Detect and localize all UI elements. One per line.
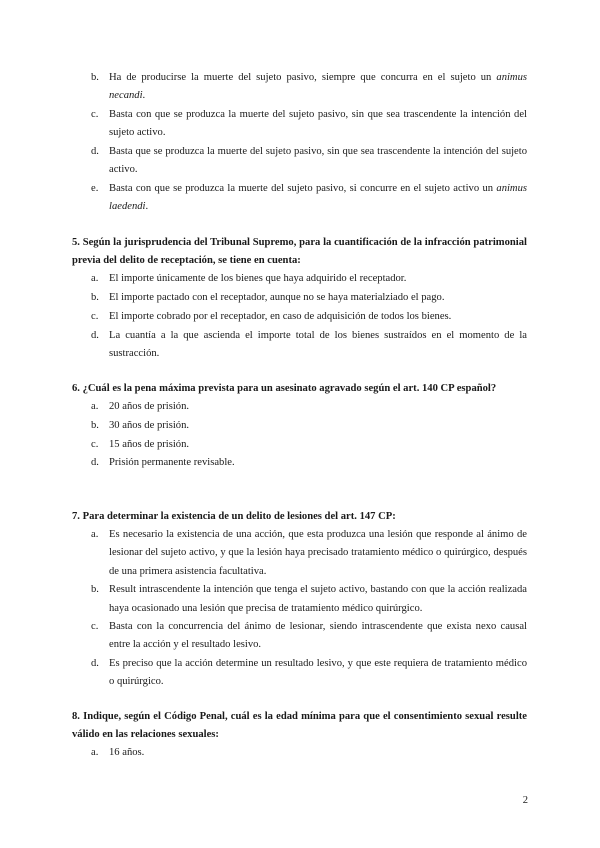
option-item	[72, 526, 527, 581]
option-item	[72, 581, 527, 617]
option-letter: d.	[91, 329, 99, 341]
option-letter: b.	[91, 584, 99, 596]
option-letter: c.	[91, 108, 99, 120]
question-8	[72, 708, 527, 763]
question-5	[72, 234, 527, 363]
option-item	[72, 106, 527, 142]
option-text: El importe cobrado por el receptador, en caso de adquisición de todos los bienes.	[109, 310, 452, 322]
option-item	[72, 308, 527, 326]
option-item	[72, 436, 527, 454]
option-tail: .	[145, 200, 149, 212]
option-text: El importe pactado con el receptador, aunque no se haya materialziado el pago.	[109, 292, 445, 304]
option-letter: e.	[91, 182, 99, 194]
option-text: El importe únicamente de los bienes que haya adquirido el receptador.	[109, 273, 407, 285]
option-letter: a.	[91, 273, 99, 285]
option-letter: d.	[91, 658, 99, 670]
option-letter: c.	[91, 621, 99, 633]
option-text: Basta con la concurrencia del ánimo de lesionar, siendo intrascendente que exista nexo causal entre la acción y el resultado lesivo.	[109, 621, 527, 651]
option-letter: c.	[91, 438, 99, 450]
option-tail: .	[142, 90, 146, 102]
option-text: Es necesario la existencia de una acción, que esta produzca una lesión que responde al ánimo de lesionar del sujeto activo, y que la lesión haya precisado tratamiento médico o quirúrgico, después de una primera asistencia facultativa.	[109, 529, 527, 577]
option-item	[72, 289, 527, 307]
option-item	[72, 69, 527, 105]
option-text: Basta que se produzca la muerte del sujeto pasivo, sin que sea trascendente la intención del sujeto activo.	[109, 145, 527, 176]
option-item	[72, 398, 527, 416]
option-text: 30 años de prisión.	[109, 419, 190, 431]
option-text: Basta con que se produzca la muerte del sujeto pasivo, si concurre en el sujeto activo un	[109, 182, 497, 194]
option-text: La cuantía a la que ascienda el importe total de los bienes sustraídos en el momento de la sustracción.	[109, 329, 527, 359]
option-letter: a.	[91, 747, 99, 759]
option-item	[72, 655, 527, 691]
option-item	[72, 143, 527, 179]
question-text: 6. ¿Cuál es la pena máxima prevista para un asesinato agravado según el art. 140 CP español?	[72, 383, 497, 394]
option-item	[72, 618, 527, 654]
page-number: 2	[522, 795, 528, 806]
option-item	[72, 180, 527, 216]
option-letter: b.	[91, 292, 99, 304]
question-text: 5. Según la jurisprudencia del Tribunal Supremo, para la cuantificación de la infracción patrimonial previa del delito de receptación, se tiene en cuenta:	[72, 237, 527, 267]
question-6	[72, 380, 527, 473]
question-7	[72, 508, 527, 692]
continued-options	[72, 69, 527, 217]
option-text: Es preciso que la acción determine un resultado lesivo, y que este requiera de tratamiento médico o quirúrgico.	[109, 658, 527, 688]
option-text: Result intrascendente la intención que tenga el sujeto activo, bastando con que la acción realizada haya ocasionado una lesión que precisa de tratamiento médico quirúrgico.	[109, 584, 527, 614]
option-text: 16 años.	[109, 747, 145, 759]
option-item	[72, 417, 527, 435]
option-text: 20 años de prisión.	[109, 401, 190, 413]
question-text: 7. Para determinar la existencia de un delito de lesiones del art. 147 CP:	[72, 511, 396, 522]
option-letter: a.	[91, 529, 99, 541]
option-text: Prisión permanente revisable.	[109, 457, 235, 469]
option-item	[72, 270, 527, 288]
option-text: 15 años de prisión.	[109, 438, 190, 450]
option-letter: c.	[91, 310, 99, 322]
option-letter: d.	[91, 145, 99, 157]
option-text: Basta con que se produzca la muerte del sujeto pasivo, sin que sea trascendente la intención del sujeto activo.	[109, 108, 527, 139]
option-text: Ha de producirse la muerte del sujeto pasivo, siempre que concurra en el sujeto un	[109, 72, 497, 83]
option-italic: animus necandi	[109, 72, 527, 102]
option-item	[72, 454, 527, 472]
option-letter: b.	[91, 72, 99, 83]
option-item	[72, 744, 527, 762]
option-letter: b.	[91, 419, 99, 431]
option-letter: a.	[91, 401, 99, 413]
option-item	[72, 327, 527, 363]
question-text: 8. Indique, según el Código Penal, cuál es la edad mínima para que el consentimiento sexual resulte válido en las relaciones sexuales:	[72, 711, 527, 741]
option-letter: d.	[91, 457, 99, 469]
option-italic: animus laedendi	[109, 182, 527, 212]
